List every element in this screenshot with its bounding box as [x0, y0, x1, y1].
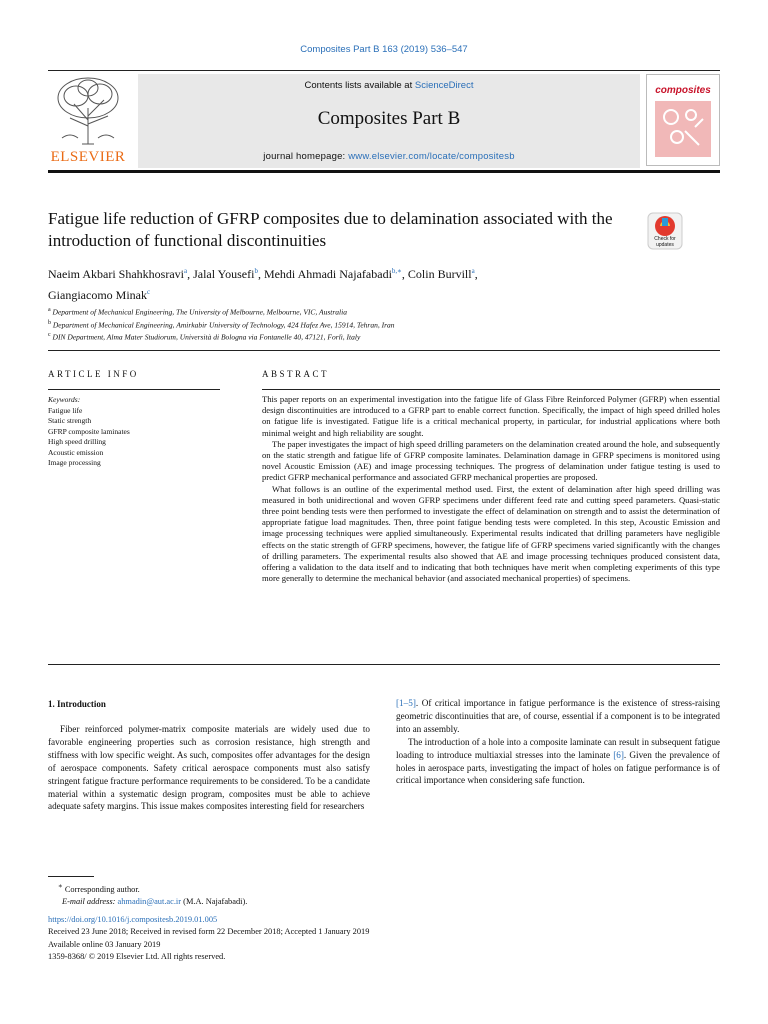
copyright: 1359-8368/ © 2019 Elsevier Ltd. All rights reserved.	[48, 952, 226, 962]
keyword: Static strength	[48, 416, 92, 425]
body-paragraph: Fiber reinforced polymer-matrix composite materials are widely used due to favorable engineering properties such as corrosion resistance, high strength and stiffness with low specific weight. As such, composites offer advantages for the design of aerospace components. Safety critical aerospace components must also satisfy stringent fatigue fracture performance requirements to be considered. To be a candidate material within a systematic design program, composites must be able to achieve adequate safety margins. This issue makes composites interesting field for researchers	[48, 724, 370, 812]
affiliation	[48, 318, 688, 331]
abstract-paragraph: What follows is an outline of the experimental method used. First, the extent of delamination after high speed drilling was measured in both unidirectional and woven GFRP specimens under different feed rate and cutting speed parameters. Quasi-static three point bending tests were then performed to investigate the effect of delamination on strength and to assist the determination of appropriate fatigue load magnitudes. Then, three point fatigue bending tests were completed. In this step, Acoustic Emission and image processing techniques were applied simultaneously. Experimental results indicated that drilling parameters have negligible effects on the static strength of GFRP specimens, however, the fatigue life of GFRP specimens varied significantly with the changes of drilling parameters. The experimental results also showed that AE and image processing techniques produced consistent data, offering a validation to the data itself and to indicating that both techniques have merit when completing experiments of this type more generally to determine the mechanical behavior (and associated mechanical properties) of specimens.	[262, 483, 720, 584]
affiliation-mark: a	[48, 307, 51, 313]
author-affiliation-mark[interactable]: b,∗	[391, 267, 402, 275]
cover-image	[655, 101, 711, 157]
affiliation	[48, 305, 688, 318]
keywords-label: Keywords:	[48, 395, 81, 404]
contents-prefix: Contents lists available at	[304, 80, 415, 91]
email-label: E-mail address:	[62, 896, 116, 906]
abstract-heading: ABSTRACT	[262, 369, 330, 379]
abstract-end-rule	[48, 664, 720, 665]
affiliation	[48, 330, 688, 343]
received-dates: Received 23 June 2018; Received in revised form 22 December 2018; Accepted 1 January 2019	[48, 927, 370, 937]
publisher-name: ELSEVIER	[50, 149, 126, 165]
header-thick-rule	[48, 170, 720, 173]
article-title: Fatigue life reduction of GFRP composites due to delamination associated with the introduction of functional discontinuities	[48, 209, 613, 250]
cover-pattern-icon	[655, 101, 711, 157]
section-heading-introduction: 1. Introduction	[48, 699, 106, 709]
author-name[interactable]: Mehdi Ahmadi Najafabadi	[263, 267, 392, 281]
author-name[interactable]: Jalal Yousefi	[193, 267, 255, 281]
body-paragraph	[396, 697, 720, 736]
body-paragraph	[396, 736, 720, 788]
crossmark-text-1: Check for	[654, 236, 676, 242]
author-affiliation-mark[interactable]: a	[183, 267, 188, 275]
contents-line	[138, 80, 640, 91]
author-affiliation-mark[interactable]: a	[471, 267, 475, 275]
elsevier-logo[interactable]	[48, 74, 128, 166]
homepage-prefix: journal homepage:	[263, 151, 349, 162]
header-rule	[48, 70, 720, 71]
journal-cover-thumbnail[interactable]	[646, 74, 720, 166]
affiliation-mark: c	[48, 332, 51, 338]
section-rule	[48, 350, 720, 351]
journal-title: Composites Part B	[317, 108, 461, 129]
affiliation-text: Department of Mechanical Engineering, Amirkabir University of Technology, 424 Hafez Ave, 15914, Tehran, Iran	[52, 320, 395, 329]
email-suffix: (M.A. Najafabadi).	[181, 896, 248, 906]
sciencedirect-link[interactable]: ScienceDirect	[414, 80, 474, 91]
author-name[interactable]: Naeim Akbari Shahkhosravi	[48, 267, 184, 281]
footnote	[48, 880, 448, 908]
journal-reference[interactable]: Composites Part B 163 (2019) 536–547	[300, 44, 468, 55]
elsevier-tree-icon	[48, 74, 128, 146]
author-affiliation-mark[interactable]: c	[146, 288, 151, 296]
email-link[interactable]: ahmadin@aut.ac.ir	[117, 896, 182, 906]
publication-info	[48, 914, 648, 964]
keyword: Acoustic emission	[48, 447, 104, 457]
body-text: The introduction of a hole into a composite laminate can result in subsequent fatigue loading to introduce multiaxial stresses into the laminate	[396, 736, 720, 760]
journal-homepage	[138, 151, 640, 162]
author-list: Naeim Akbari Shahkhosravi$^a$, Jalal Yousefi$^b$, Mehdi Ahmadi Najafabadi$^{b,∗}$, Colin Burvill$^a$, Giangiacomo Minak$^c$	[48, 267, 478, 302]
keyword: Fatigue life	[48, 405, 83, 415]
article-info-heading: ARTICLE INFO	[48, 369, 139, 379]
keyword: GFRP composite laminates	[48, 426, 130, 436]
author-name[interactable]: Colin Burvill	[407, 267, 472, 281]
email-note	[48, 896, 448, 908]
affiliation-text: DIN Department, Alma Mater Studiorum, Università di Bologna via Fontanelle 40, 47121, Forlì, Italy	[52, 332, 361, 342]
author-name[interactable]: Giangiacomo Minak	[48, 288, 147, 302]
affiliation-text: Department of Mechanical Engineering, The University of Melbourne, Melbourne, VIC, Australia	[52, 307, 347, 317]
body-text: . Given the prevalence of holes in aerospace parts, investigating the impact of holes on fatigue performance is of critical importance when considering safe function.	[396, 749, 720, 786]
article-info-rule	[48, 389, 220, 390]
abstract-rule	[262, 389, 720, 390]
abstract-paragraph: The paper investigates the impact of high speed drilling parameters on the delamination created around the hole, and subsequently on the static strength and fatigue life of GFRP composite laminates. Delamination damage in GFRP specimens is monitored using novel Acoustic Emission (AE) and image processing techniques. The progress of delamination under fatigue testing is used to predict GFRP mechanical performance and associated GFRP mechanical properties are proposed.	[262, 438, 720, 483]
affiliations	[48, 305, 688, 343]
keywords-list	[48, 395, 248, 469]
keyword: Image processing	[48, 458, 101, 467]
corresponding-mark: ∗	[58, 882, 63, 890]
author-affiliation-mark[interactable]: b	[254, 267, 258, 275]
corresponding-text: Corresponding author.	[64, 884, 140, 894]
body-column-left	[48, 723, 370, 813]
body-text: . Of critical importance in fatigue performance is the existence of stress-raising geometric discontinuities that are, of course, essential if a component is to be integrated into an assembly.	[396, 698, 720, 734]
homepage-link[interactable]: www.elsevier.com/locate/compositesb	[348, 151, 515, 162]
cover-title: composites	[655, 85, 711, 96]
abstract-body	[262, 394, 720, 584]
body-column-right	[396, 697, 720, 787]
citation-link[interactable]: [6]	[613, 749, 624, 760]
corresponding-author-note	[48, 880, 448, 896]
footnote-rule	[48, 876, 94, 877]
abstract-paragraph: This paper reports on an experimental investigation into the fatigue life of Glass Fibre Reinforced Polymer (GFRP) when essential design discontinuities are introduced to a GFRP part to enable correct function. Specifically, the impact of high speed drilled holes on fatigue life is investigated. Fatigue life is a critical mechanical property, in particular, for industrial applications where both minimal weight and high reliability are sought.	[262, 394, 720, 438]
keyword: High speed drilling	[48, 437, 106, 446]
online-date: Available online 03 January 2019	[48, 939, 161, 949]
citation-link[interactable]: [1–5]	[396, 698, 416, 708]
check-for-updates-badge[interactable]	[647, 212, 683, 250]
affiliation-mark: b	[48, 319, 51, 326]
doi-link[interactable]: https://doi.org/10.1016/j.compositesb.2019.01.005	[48, 915, 218, 924]
crossmark-text-2: updates	[656, 242, 674, 248]
